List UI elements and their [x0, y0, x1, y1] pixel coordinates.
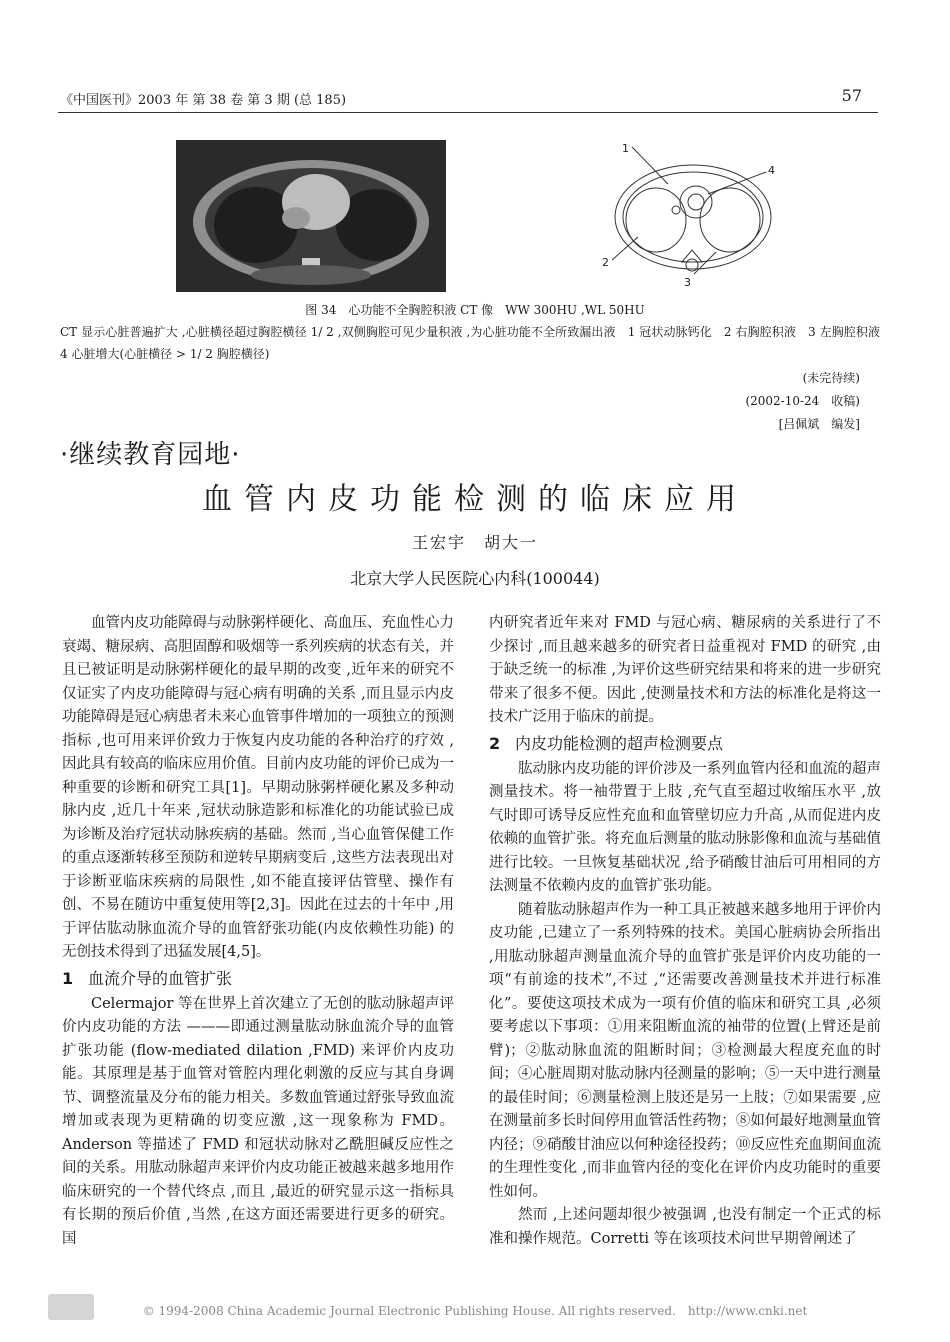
editor-note: [吕佩斌 编发]	[778, 417, 860, 431]
section-heading-text: 内皮功能检测的超声检测要点	[515, 733, 724, 753]
body-paragraph: 然而 ,上述问题却很少被强调 ,也没有制定一个正式的标准和操作规范。Corretti 等在该项技术问世早期曾阐述了	[489, 1207, 881, 1247]
article-title: 血管内皮功能检测的临床应用	[202, 482, 748, 517]
body-paragraph: 肱动脉内皮功能的评价涉及一系列血管内径和血流的超声测量技术。将一袖带置于上肢 ,充气直至超过收缩压水平 ,放气时即可诱导反应性充血和血管壁切应力升高 ,从而促进内皮依赖的血管扩张。将充血后测量的肱动脉影像和血流与基础值进行比较。一旦恢复基础状况 ,给予硝酸甘油后可用相同的方法测量不依赖内皮的血管扩张功能。	[489, 760, 881, 894]
copyright-footer: © 1994-2008 China Academic Journal Electronic Publishing House. All rights reserved. http://www.cnki.net	[142, 1304, 808, 1318]
continued-note: (未完待续)	[802, 371, 860, 385]
body-paragraph: 内研究者近年来对 FMD 与冠心病、糖尿病的关系进行了不少探讨 ,而且越来越多的研究者日益重视对 FMD 的研究 ,由于缺乏统一的标准 ,为评价这些研究结果和将来的进一步研究带来了很多不便。因此 ,使测量技术和方法的标准化是将这一技术广泛用于临床的前提。	[489, 615, 881, 725]
received-date: (2002-10-24 收稿)	[745, 394, 860, 408]
figure-caption-title: 图 34 心功能不全胸腔积液 CT 像 WW 300HU ,WL 50HU	[305, 303, 645, 317]
diagram-label-2: 2	[602, 256, 609, 269]
right-column	[489, 612, 881, 1251]
header-rule	[58, 112, 878, 113]
body-paragraph: Celermajor 等在世界上首次建立了无创的肱动脉超声评价内皮功能的方法 ———即通过测量肱动脉血流介导的血管扩张功能 (flow-mediated dilation ,FMD) 来评价内皮功能。其原理是基于血管对管腔内理化刺激的反应与其自身调节、调整流量及分布的能力相关。多数血管通过舒张导致血流增加或表现为更精确的切变应激 ,这一现象称为 FMD。Anderson 等描述了 FMD 和冠状动脉对乙酰胆碱反应性之间的关系。用肱动脉超声来评价内皮功能正被越来越多地用作临床研究的一个替代终点 ,而且 ,最近的研究显示这一指标具有长期的预后价值 ,当然 ,在这方面还需要进行更多的研究。国	[62, 995, 454, 1247]
ct-line-diagram	[598, 142, 783, 292]
diagram-label-4: 4	[768, 164, 775, 177]
page-number: 57	[841, 86, 862, 105]
body-paragraph: 随着肱动脉超声作为一种工具正被越来越多地用于评价内皮功能 ,已建立了一系列特殊的技术。美国心脏病协会所指出 ,用肱动脉超声测量血流介导的血管扩张是评价内皮功能的一项“有前途的技术”,不过 ,“还需要改善测量技术并进行标准化”。要使这项技术成为一项有价值的临床和研究工具 ,必须要考虑以下事项：①用来阻断血流的袖带的位置(上臂还是前臂)；②肱动脉血流的阻断时间；③检测最大程度充血的时间；④心脏周期对肱动脉内径测量的影响；⑤一天中进行测量的最佳时间；⑥测量检测上肢还是另一上肢；⑦如果需要 ,应在测量前多长时间停用血管活性药物；⑧如何最好地测量血管内径；⑨硝酸甘油应以何种途径投药；⑩反应性充血期间血流的生理性变化 ,而非血管内径的变化在评价内皮功能时的重要性如何。	[489, 901, 881, 1200]
diagram-label-1: 1	[622, 142, 629, 155]
article-affiliation: 北京大学人民医院心内科(100044)	[350, 569, 600, 588]
figure-caption-text: CT 显示心脏普遍扩大 ,心脏横径超过胸腔横径 1/ 2 ,双侧胸腔可见少量积液 ,为心脏功能不全所致漏出液 1 冠状动脉钙化 2 右胸腔积液 3 左胸腔积液 4 心脏增大(心脏横径 > 1/ 2 胸腔横径)	[60, 325, 893, 361]
article-authors: 王宏宇 胡大一	[411, 533, 538, 552]
section-number: 2	[489, 733, 501, 753]
ct-scan-image	[176, 140, 446, 292]
left-column	[62, 612, 454, 1251]
section-heading-2	[489, 730, 881, 758]
body-paragraph: 血管内皮功能障碍与动脉粥样硬化、高血压、充血性心力衰竭、糖尿病、高胆固醇和吸烟等一系列疾病的状态有关，并且已被证明是动脉粥样硬化的最早期的改变 ,近年来的研究不仅证实了内皮功能障碍与冠心病有明确的关系 ,而且显示内皮功能障碍是冠心病患者未来心血管事件增加的一项独立的预测指标 ,也可用来评价致力于恢复内皮功能的各种治疗的疗效 ,因此具有较高的临床应用价值。目前内皮功能的评价已成为一种重要的诊断和研究工具[1]。早期动脉粥样硬化累及多种动脉内皮 ,近几十年来 ,冠状动脉造影和标准化的功能试验已成为诊断及治疗冠状动脉疾病的基础。然而 ,当心血管保健工作的重点逐渐转移至预防和逆转早期病变后 ,这些方法表现出对于诊断亚临床疾病的局限性 ,如不能直接评估管壁、操作有创、不易在随访中重复使用等[2,3]。因此在过去的十年中 ,用于评估肱动脉血流介导的血管舒张功能(内皮依赖性功能) 的无创技术得到了迅猛发展[4,5]。	[62, 615, 454, 960]
diagram-label-3: 3	[684, 276, 691, 289]
journal-header: 《中国医刊》2003 年 第 38 卷 第 3 期 (总 185)	[60, 93, 347, 108]
section-heading-text: 血流介导的血管扩张	[88, 968, 233, 988]
section-label: ·继续教育园地·	[60, 440, 241, 470]
section-number: 1	[62, 968, 74, 988]
section-heading-1	[62, 965, 454, 993]
notes-block	[745, 367, 860, 436]
